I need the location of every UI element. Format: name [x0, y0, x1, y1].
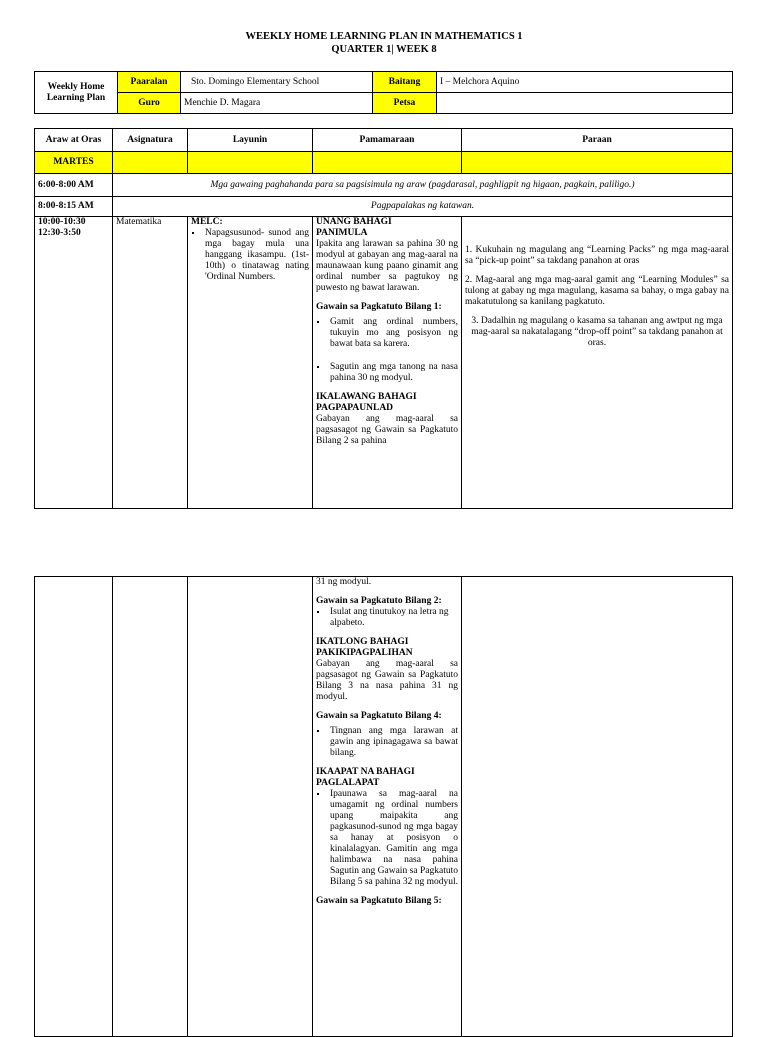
- baitang-label: Baitang: [373, 72, 437, 93]
- paraan-step-1: 1. Kukuhain ng magulang ang “Learning Packs” ng mga mag-aaral sa “pick-up point” sa takdang panahon at oras: [465, 245, 729, 266]
- header-layunin: Layunin: [188, 129, 313, 152]
- plan-table: [34, 128, 733, 509]
- header-pamamaraan: Pamamaraan: [313, 129, 462, 152]
- row2-time: 8:00-8:15 AM: [35, 197, 113, 217]
- row3-time: [35, 217, 113, 509]
- cont-text: 31 ng modyul.: [316, 577, 372, 587]
- cont-empty-5: [462, 577, 733, 1037]
- day-empty-1: [113, 152, 188, 174]
- header-paraan: Paraan: [462, 129, 733, 152]
- part3-text: Gabayan ang mag-aaral sa pagsasagot ng Gawain sa Pagkatuto Bilang 3 na nasa pahina 31 ng modyul.: [316, 659, 458, 702]
- petsa-value: [437, 93, 733, 114]
- paaralan-value: Sto. Domingo Elementary School: [181, 72, 373, 93]
- document-title: WEEKLY HOME LEARNING PLAN IN MATHEMATICS 1: [245, 31, 523, 42]
- baitang-value: I – Melchora Aquino: [437, 72, 733, 93]
- guro-value: Menchie D. Magara: [181, 93, 373, 114]
- cont-empty-1: [35, 577, 113, 1037]
- paraan-cell: [462, 217, 733, 509]
- part4-title: IKAAPAT NA BAHAGI: [316, 767, 415, 777]
- row2-activity: Pagpapalakas ng katawan.: [113, 197, 733, 217]
- row3-subject: Matematika: [113, 217, 188, 509]
- row1-time: 6:00-8:00 AM: [35, 174, 113, 197]
- gawain1-item-2: ▪ Sagutin ang mga tanong na nasa pahina 30 ng modyul.: [328, 362, 458, 384]
- guro-label: Guro: [118, 93, 181, 114]
- gawain4-title: Gawain sa Pagkatuto Bilang 4:: [316, 711, 442, 721]
- day-empty-4: [462, 152, 733, 174]
- gawain5-title: Gawain sa Pagkatuto Bilang 5:: [316, 896, 442, 906]
- gawain1-title: Gawain sa Pagkatuto Bilang 1:: [316, 302, 442, 312]
- part4-subtitle: PAGLALAPAT: [316, 778, 380, 788]
- melc-item: ▪ Napagsusunod- sunod ang mga bagay mula una hanggang ikasampu. (1st-10th) o tinatawag nating 'Ordinal Numbers.: [203, 228, 309, 283]
- day-empty-2: [188, 152, 313, 174]
- cont-pamamaraan-cell: [313, 577, 462, 1037]
- part2-subtitle: PAGPAPAUNLAD: [316, 403, 394, 413]
- part2-title: IKALAWANG BAHAGI: [316, 392, 417, 402]
- layunin-cell: [188, 217, 313, 509]
- petsa-label: Petsa: [373, 93, 437, 114]
- part1-text: Ipakita ang larawan sa pahina 30 ng modyul at gabayan ang mag-aaral na maunawaan kung paano ginamit ang ordinal number sa pagtukoy ng puwesto ng bawat larawan.: [316, 239, 458, 293]
- cont-empty-3: [188, 577, 313, 1037]
- paaralan-label: Paaralan: [118, 72, 181, 93]
- row3-time-2: 12:30-3:50: [38, 228, 81, 238]
- gawain2-title: Gawain sa Pagkatuto Bilang 2:: [316, 596, 442, 606]
- paraan-step-2: 2. Mag-aaral ang mga mag-aaral gamit ang “Learning Modules” sa tulong at gabay ng mga magulang, kasama sa bahay, o mga gabay na makatutulong sa kanilang pagkatuto.: [465, 275, 729, 307]
- gawain4-item: ▪ Tingnan ang mga larawan at gawin ang ipinagagawa sa bawat bilang.: [328, 726, 458, 759]
- continuation-table: [34, 576, 733, 1037]
- info-table: [34, 71, 733, 114]
- part2-text: Gabayan ang mag-aaral sa pagsasagot ng Gawain sa Pagkatuto Bilang 2 sa pahina: [316, 414, 458, 446]
- gawain1-item-1: ▪ Gamit ang ordinal numbers, tukuyin mo ang posisyon ng bawat bata sa karera.: [328, 317, 458, 350]
- row3-time-1: 10:00-10:30: [38, 217, 86, 227]
- weekly-plan-label: Weekly Home Learning Plan: [35, 72, 118, 114]
- part3-subtitle: PAKIKIPAGPALIHAN: [316, 648, 413, 658]
- header-asignatura: Asignatura: [113, 129, 188, 152]
- header-araw: Araw at Oras: [35, 129, 113, 152]
- melc-label: MELC:: [191, 217, 223, 227]
- gawain2-item: ▪ Isulat ang tinutukoy na letra ng alpabeto.: [328, 607, 458, 629]
- part1-title: UNANG BAHAGI: [316, 217, 392, 227]
- document-subtitle: QUARTER 1| WEEK 8: [331, 44, 437, 55]
- part4-item: ▪ Ipaunawa sa mag-aaral na umagamit ng ordinal numbers upang maipakita ang pagkasunod-sunod ng mga bagay sa hanay at posisyon o kinalalagyan. Gamitin ang mga halimbawa na nasa pahina Sagutin ang Gawain sa Pagkatuto Bilang 5 sa pahina 32 ng modyul.: [328, 789, 458, 888]
- row1-activity: Mga gawaing paghahanda para sa pagsisimula ng araw (pagdarasal, paghligpit ng higaan, pagkain, paliligo.): [113, 174, 733, 197]
- day-empty-3: [313, 152, 462, 174]
- day-cell: MARTES: [35, 152, 113, 174]
- paraan-step-3: 3. Dadalhin ng magulang o kasama sa tahanan ang awtput ng mga mag-aaral sa nakatalagang “drop-off point” sa takdang panahon at oras.: [471, 316, 723, 348]
- cont-empty-2: [113, 577, 188, 1037]
- part3-title: IKATLONG BAHAGI: [316, 637, 409, 647]
- pamamaraan-cell: [313, 217, 462, 509]
- part1-subtitle: PANIMULA: [316, 228, 368, 238]
